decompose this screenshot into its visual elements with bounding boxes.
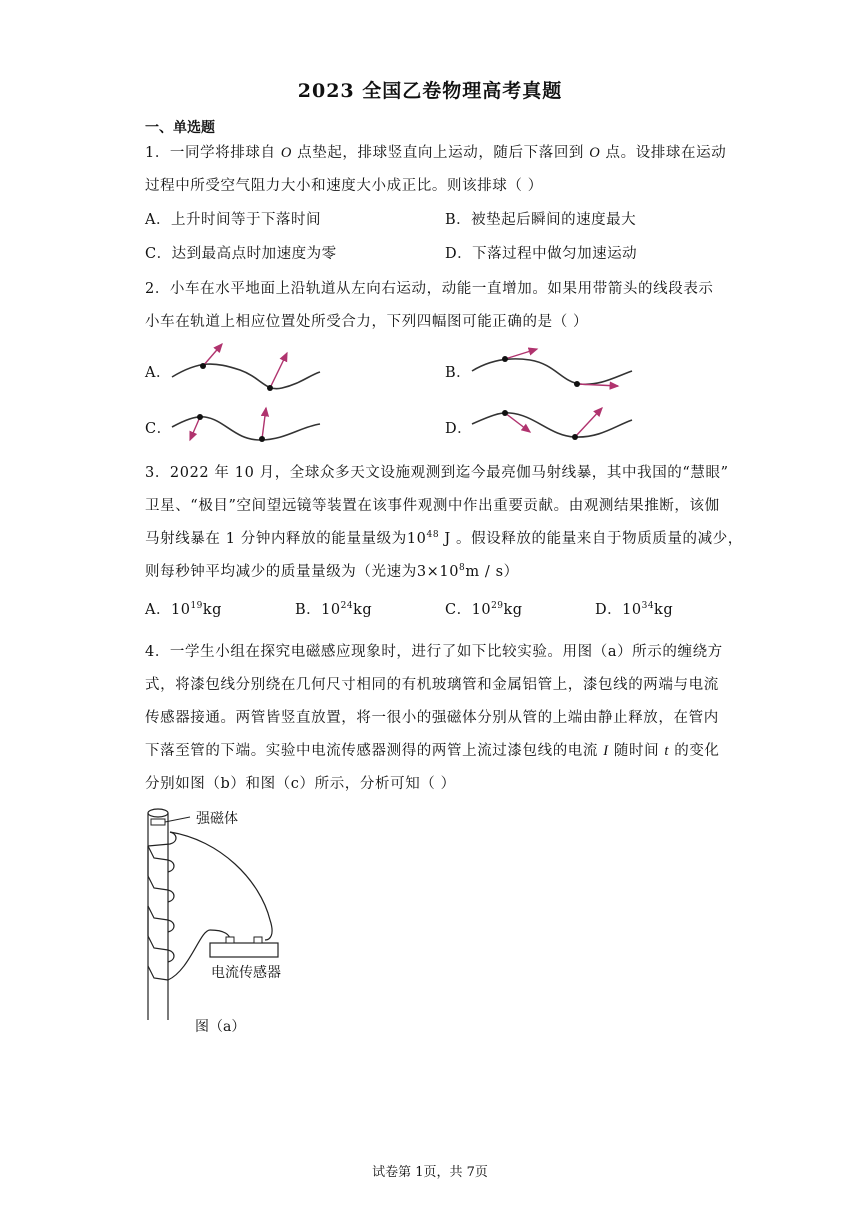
- q4-line4: 下落至管的下端。实验中电流传感器测得的两管上流过漆包线的电流 I 随时间 t 的变化: [145, 743, 720, 759]
- q1-option-b: B．被垫起后瞬间的速度最大: [445, 212, 637, 228]
- q3-line4: 则每秒钟平均减少的质量量级为（光速为$3\times 10^8m / s$）: [145, 563, 519, 580]
- q1-option-d: D．下落过程中做匀加速运动: [445, 246, 638, 262]
- q2-label-a: A．: [145, 365, 171, 381]
- diagram-d: [472, 408, 632, 440]
- q2-line2: 小车在轨道上相应位置处所受合力，下列四幅图可能正确的是（ ）: [145, 314, 589, 330]
- q2-label-b: B．: [445, 365, 472, 381]
- q2-line1: 2．小车在水平地面上沿轨道从左向右运动，动能一直增加。如果用带箭头的线段表示: [145, 281, 714, 297]
- q3-line2: 卫星、“极目”空间望远镜等装置在该事件观测中作出重要贡献。由观测结果推断，该伽: [145, 498, 720, 514]
- section-heading: 一、单选题: [145, 120, 215, 136]
- q1-line2: 过程中所受空气阻力大小和速度大小成正比。则该排球（ ）: [145, 178, 543, 194]
- figure-caption: 图（a）: [195, 1019, 246, 1035]
- q3-option-c: C．$10^{29}kg$: [445, 601, 523, 618]
- q4-line2: 式，将漆包线分别绕在几何尺寸相同的有机玻璃管和金属铝管上，漆包线的两端与电流: [145, 677, 719, 693]
- q3-line3: 马射线暴在 1 分钟内释放的能量量级为$10^{48}$ J 。假设释放的能量来自于物质质量的减少，: [145, 530, 743, 547]
- q4-line5: 分别如图（b）和图（c）所示，分析可知（ ）: [145, 776, 456, 792]
- q3-option-b: B．$10^{24}kg$: [295, 601, 373, 618]
- magnet-label: 强磁体: [196, 811, 238, 827]
- diagram-b: [472, 349, 632, 387]
- q2-track-diagrams: [0, 0, 860, 460]
- q2-label-c: C．: [145, 421, 172, 437]
- q1-line1: 1．一同学将排球自 O 点垫起，排球竖直向上运动，随后下落回到 O 点。设排球在运动: [145, 145, 727, 161]
- q3-option-a: A．$10^{19}kg$: [145, 601, 222, 618]
- q1-option-c: C．达到最高点时加速度为零: [145, 246, 337, 262]
- q1-option-a: A．上升时间等于下落时间: [145, 212, 321, 228]
- energy-value: $10^{48}$ J: [406, 530, 451, 547]
- page-title: 2023 全国乙卷物理高考真题: [297, 80, 563, 102]
- diagram-a: [172, 344, 320, 391]
- page-footer: 试卷第 1页，共 7页: [372, 1165, 488, 1180]
- light-speed-value: $3\times 10^8m / s$: [416, 563, 504, 580]
- q4-line3: 传感器接通。两管皆竖直放置，将一很小的强磁体分别从管的上端由静止释放，在管内: [145, 710, 719, 726]
- sensor-label: 电流传感器: [211, 965, 281, 981]
- q4-line1: 4．一学生小组在探究电磁感应现象时，进行了如下比较实验。用图（a）所示的缠绕方: [145, 644, 723, 660]
- q2-label-d: D．: [445, 421, 473, 437]
- diagram-c: [172, 408, 320, 442]
- tube-coil-figure: [130, 800, 330, 1040]
- q3-option-d: D．$10^{34}kg$: [595, 601, 674, 618]
- q3-line1: 3．2022 年 10 月，全球众多天文设施观测到迄今最亮伽马射线暴，其中我国的“慧眼”: [145, 465, 729, 481]
